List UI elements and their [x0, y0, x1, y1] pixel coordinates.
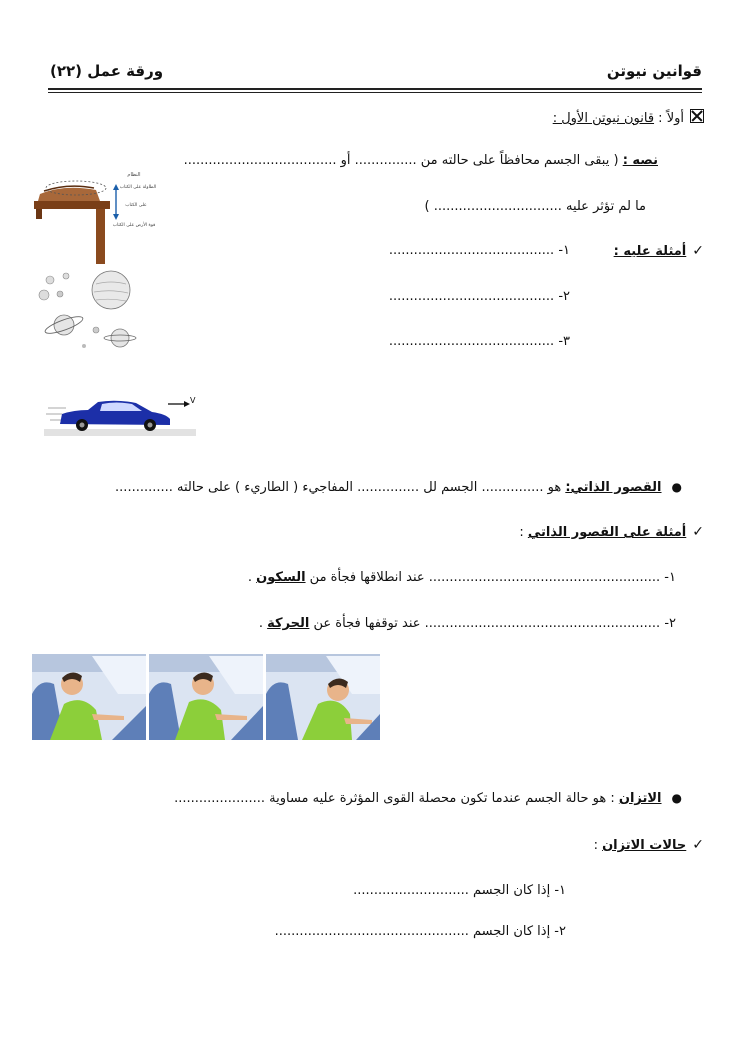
worksheet-number: ورقة عمل (٢٢) [50, 62, 164, 80]
equilibrium-case-2: ٢- إذا كان الجسم ............................................... [274, 924, 566, 939]
book-on-table-figure [34, 166, 162, 264]
equilibrium-cases-label [594, 837, 704, 853]
header-divider [48, 88, 702, 93]
inertia-example-1 [248, 570, 676, 585]
check-icon: ✓ [692, 243, 704, 259]
passenger-frame-3 [266, 654, 380, 740]
table-label-2: الطاولة على الكتاب [119, 185, 157, 190]
inertia-example-2-end: . [258, 616, 268, 631]
law-text-line2: ما لم تؤثر عليه ............................... ) [424, 199, 646, 214]
inertia-definition [115, 480, 682, 495]
table-label-3: على الكتاب [125, 203, 147, 208]
inertia-example-2-text: ٢- ......................................................... عند توقفها فجأة عن [309, 616, 676, 631]
examples-label-text: أمثلة عليه : [613, 244, 687, 259]
checkbox-x-icon [690, 109, 704, 123]
table-label-1: النظام [127, 172, 141, 178]
inertia-example-2 [259, 616, 676, 631]
first-law-example-2: ٢- ........................................ [388, 289, 570, 304]
inertia-example-1-text: ١- ........................................................ عند انطلاقها فجأة من [305, 570, 676, 585]
first-law-title: قانون نيوتن الأول : [552, 111, 655, 126]
check-icon: ✓ [692, 524, 704, 540]
heading-prefix: أولاً : [654, 111, 684, 126]
inertia-example-1-end: . [247, 570, 257, 585]
law-text-label: نصه : [622, 153, 658, 168]
equilibrium-cases-suffix: : [593, 838, 603, 853]
law-text-line1 [184, 153, 658, 168]
first-law-heading [553, 109, 704, 126]
first-law-example-1: ١- ........................................ [388, 243, 570, 258]
equilibrium-definition-text: : هو حالة الجسم عندما تكون محصلة القوى المؤثرة عليه مساوية ...................... [174, 791, 619, 806]
equilibrium-term: الاتزان [618, 791, 662, 806]
planets-figure [36, 270, 146, 352]
moving-car-figure [44, 394, 196, 436]
check-icon: ✓ [692, 837, 704, 853]
table-label-4: قوة الأرض على الكتاب [112, 223, 156, 228]
law-text-body: ( يبقى الجسم محافظاً على حالته من ............... أو ..................................... [183, 153, 623, 168]
equilibrium-cases-label-text: حالات الاتزان [602, 838, 687, 853]
first-law-example-3: ٣- ........................................ [388, 334, 570, 349]
equilibrium-case-1: ١- إذا كان الجسم ............................ [353, 883, 566, 898]
passenger-frame-1 [32, 654, 146, 740]
inertia-examples-suffix: : [519, 525, 528, 540]
inertia-definition-text: هو ............... الجسم لل ............... المفاجيء ( الطاريء ) على حالته .............. [115, 480, 566, 495]
worksheet-title: قوانين نيوتن [606, 62, 702, 80]
bullet-icon: ● [671, 791, 682, 805]
inertia-term: القصور الذاتي: [565, 480, 662, 495]
bullet-icon: ● [671, 480, 682, 494]
velocity-label: V [190, 396, 196, 405]
equilibrium-definition [174, 791, 682, 806]
passenger-frame-2 [149, 654, 263, 740]
passenger-inertia-figure [32, 654, 380, 740]
inertia-examples-label [519, 524, 704, 540]
first-law-examples-label [614, 243, 704, 259]
inertia-example-2-key: الحركة [267, 616, 310, 631]
inertia-example-1-key: السكون [256, 570, 306, 585]
inertia-examples-label-text: أمثلة على القصور الذاتي [527, 525, 687, 540]
